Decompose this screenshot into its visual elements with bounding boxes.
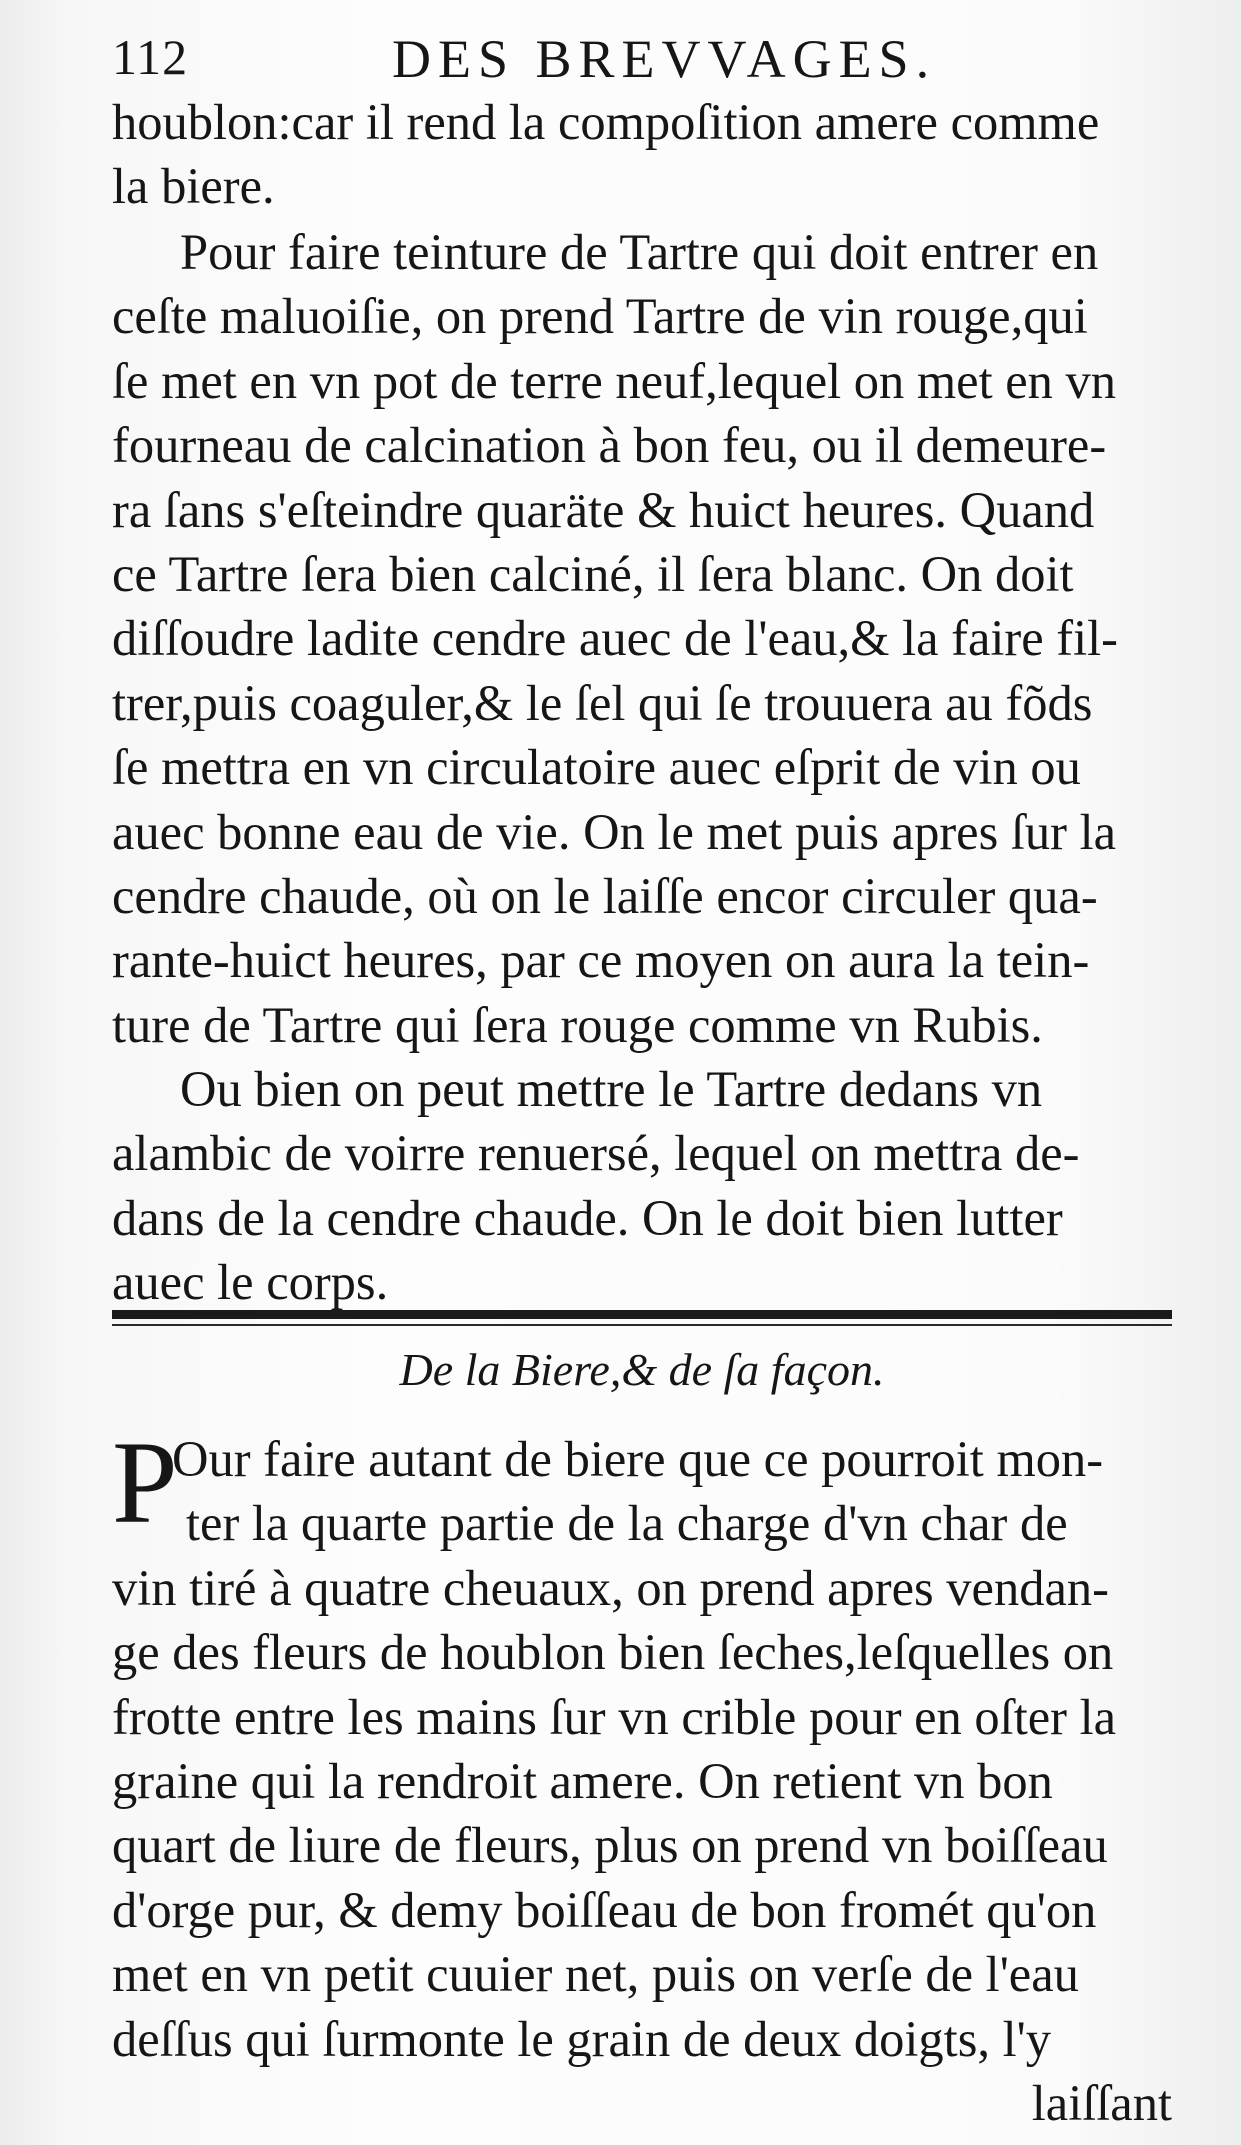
text-line: cendre chaude, où on le laiſſe encor circuler qua- <box>112 867 1098 924</box>
text-line: Ou bien on peut mettre le Tartre dedans vn <box>180 1061 1043 1117</box>
text-line: ſe met en vn pot de terre neuf,lequel on met en vn <box>112 352 1117 409</box>
text-line: ra ſans s'eſteindre quaräte & huict heures. Quand <box>112 481 1095 538</box>
text-line: auec le corps. <box>112 1254 389 1311</box>
paragraph-biere <box>112 1427 1172 2135</box>
text-line: diſſoudre ladite cendre auec de l'eau,& la faire fil- <box>112 610 1118 667</box>
page-number: 112 <box>112 29 189 85</box>
catchword: laiſſant <box>1031 2074 1172 2131</box>
text-line: d'orge pur, & demy boiſſeau de bon fromét qu'on <box>112 1881 1097 1938</box>
running-title: DES BREVVAGES. <box>392 29 937 89</box>
text-line: deſſus qui ſurmonte le grain de deux doigts, l'y <box>112 2010 1051 2067</box>
text-line: quart de liure de fleurs, plus on prend vn boiſſeau <box>112 1817 1108 1874</box>
text-line: met en vn petit cuuier net, puis on verſe de l'eau <box>112 1946 1079 2003</box>
text-line: frotte entre les mains ſur vn crible pour en oſter la <box>112 1688 1117 1745</box>
paragraph-alambic <box>112 1057 1172 1315</box>
text-line-first: Our faire autant de biere que ce pourroit mon- <box>172 1431 1104 1487</box>
text-line: fourneau de calcination à bon feu, ou il demeure- <box>112 417 1107 474</box>
drop-capital: P <box>112 1417 178 1548</box>
text-line: Pour faire teinture de Tartre qui doit entrer en <box>180 224 1099 280</box>
section-divider-rule <box>112 1310 1172 1326</box>
text-line: ter la quarte partie de la charge d'vn char de <box>186 1495 1068 1552</box>
text-line: ge des fleurs de houblon bien ſeches,leſquelles on <box>112 1624 1114 1681</box>
paragraph-tartre-teinture <box>112 220 1172 1057</box>
text-line: rante-huict heures, par ce moyen on aura la tein- <box>112 932 1090 989</box>
text-line: ſe mettra en vn circulatoire auec eſprit de vin ou <box>112 739 1081 796</box>
text-line: houblon:car il rend la compoſition amere comme <box>112 94 1100 150</box>
text-line: alambic de voirre renuersé, lequel on mettra de- <box>112 1125 1080 1182</box>
section-heading: De la Biere,& de ſa façon. <box>399 1344 885 1395</box>
text-line: graine qui la rendroit amere. On retient vn bon <box>112 1752 1053 1809</box>
text-line: dans de la cendre chaude. On le doit bien lutter <box>112 1189 1063 1246</box>
text-line: vin tiré à quatre cheuaux, on prend apres vendan- <box>112 1559 1109 1616</box>
text-line: ce Tartre ſera bien calciné, il ſera blanc. On doit <box>112 545 1074 602</box>
text-line: trer,puis coaguler,& le ſel qui ſe trouuera au fõds <box>112 674 1093 731</box>
text-line: auec bonne eau de vie. On le met puis apres ſur la <box>112 803 1117 860</box>
text-line: ture de Tartre qui ſera rouge comme vn Rubis. <box>112 996 1043 1053</box>
paragraph-continuation <box>112 90 1172 219</box>
text-line: la biere. <box>112 158 275 215</box>
page-header <box>112 24 1172 94</box>
text-line: ceſte maluoiſie, on prend Tartre de vin rouge,qui <box>112 288 1088 345</box>
